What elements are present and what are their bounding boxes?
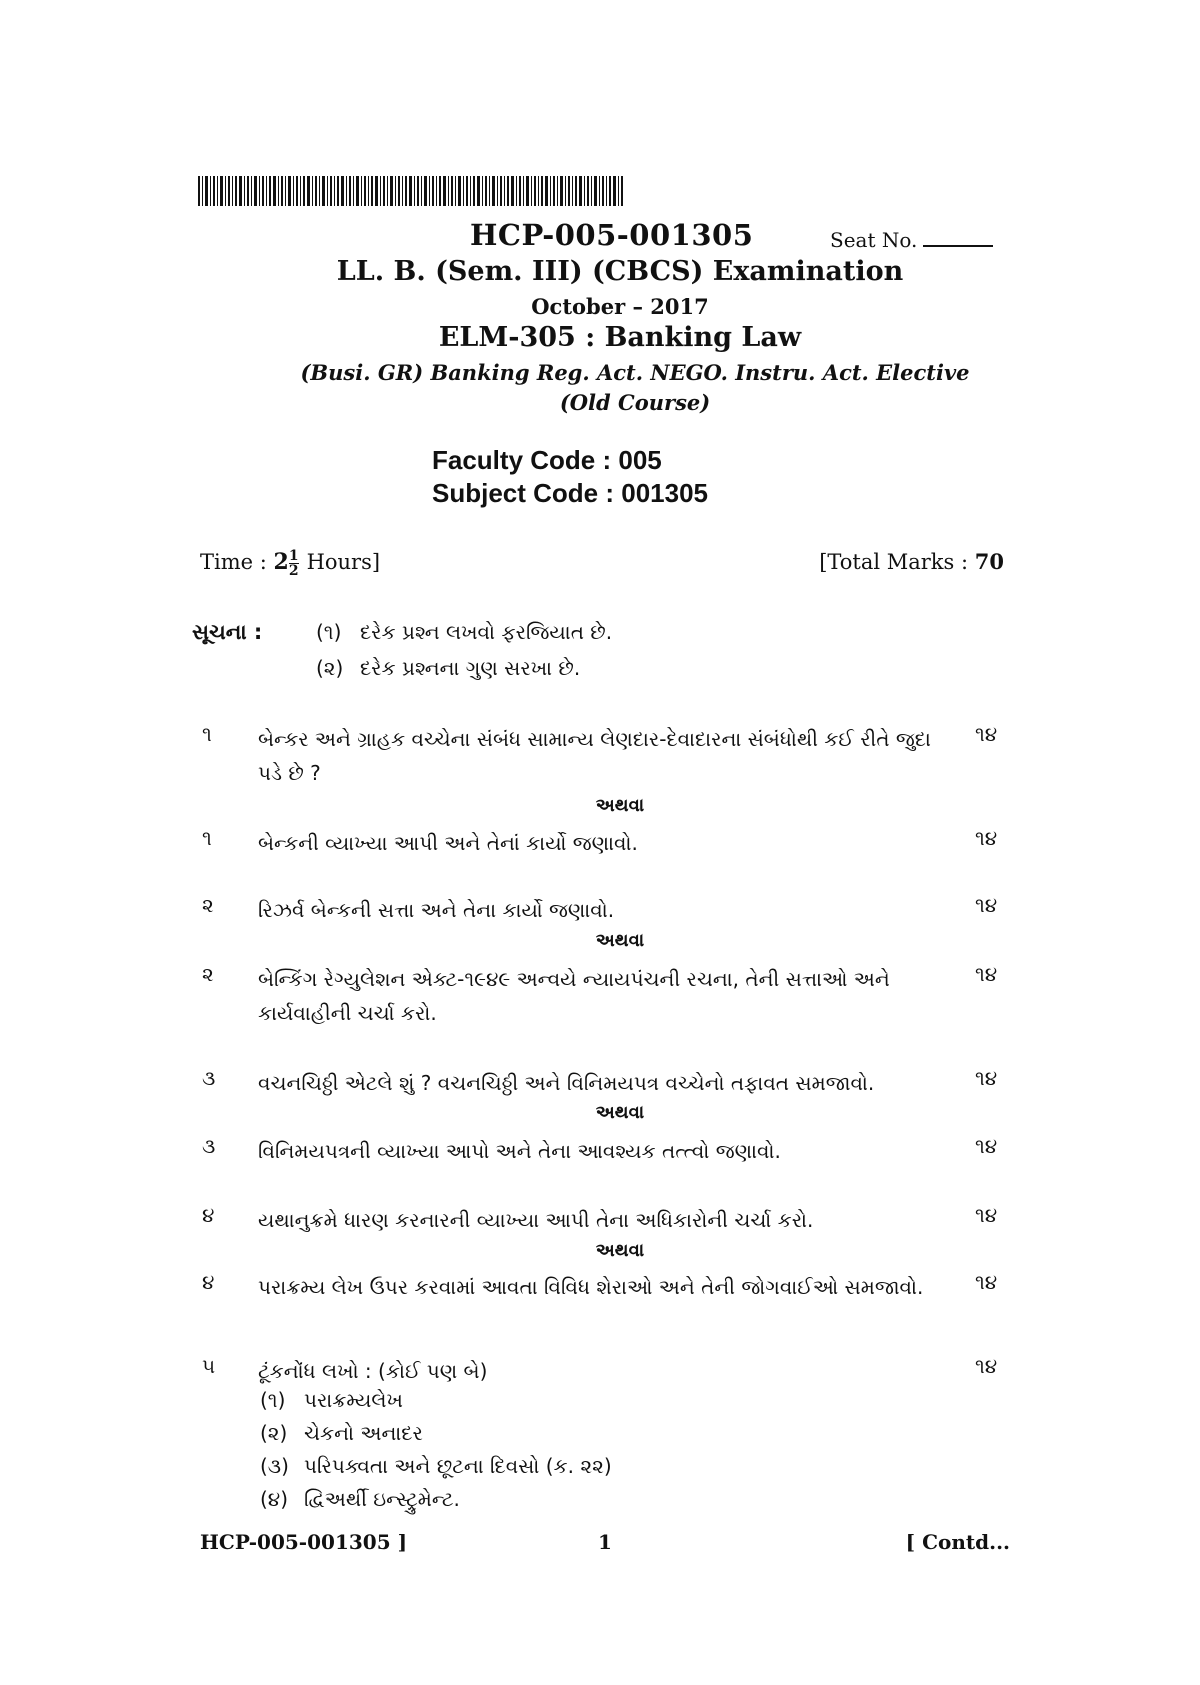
- footer-paper-code: HCP-005-001305 ]: [200, 1530, 408, 1554]
- question-number: ૩: [202, 1134, 216, 1158]
- question-text: બેન્કિંગ રેગ્યુલેશન એક્ટ-૧૯૪૯ અન્વયે ન્યાયપંચની રચના, તેની સત્તાઓ અને કાર્યવાહીની ચર્ચા કરો.: [258, 967, 890, 1025]
- course-type: (Old Course): [559, 390, 711, 415]
- or-divider: અથવા: [595, 930, 645, 951]
- question-marks: ૧૪: [975, 1134, 998, 1158]
- footer-page-number: 1: [598, 1530, 612, 1554]
- instructions-label: સૂચના :: [192, 620, 263, 644]
- time-label: Time :: [200, 550, 267, 574]
- question-text: વિનિમયપત્રની વ્યાખ્યા આપો અને તેના આવશ્યક તત્ત્વો જણાવો.: [258, 1139, 781, 1163]
- question-text: બેન્કર અને ગ્રાહક વચ્ચેના સંબંધ સામાન્ય લેણદાર-દેવાદારના સંબંધોથી કઈ રીતે જુદા પડે છે ?: [258, 727, 931, 785]
- seat-blank: [923, 245, 993, 247]
- time-allowed: [200, 549, 380, 578]
- short-note-item: (૩) પરિપક્વતા અને છૂટના દિવસો (ક. ૨૨): [260, 1454, 612, 1478]
- question-marks: ૧૪: [975, 1066, 998, 1090]
- exam-title: LL. B. (Sem. III) (CBCS) Examination: [336, 256, 904, 287]
- time-fraction: [289, 549, 299, 578]
- question-text: યથાનુક્રમે ધારણ કરનારની વ્યાખ્યા આપી તેના અધિકારોની ચર્ચા કરો.: [258, 1208, 814, 1232]
- question-marks: ૧૪: [975, 893, 998, 917]
- question-number: ૧: [202, 826, 212, 850]
- total-label: [Total Marks :: [819, 550, 969, 574]
- question-marks: ૧૪: [975, 1354, 998, 1378]
- question-marks: ૧૪: [975, 962, 998, 986]
- question-text: વચનચિઠ્ઠી એટલે શું ? વચનચિઠ્ઠી અને વિનિમયપત્ર વચ્ચેનો તફાવત સમજાવો.: [258, 1071, 875, 1095]
- or-divider: અથવા: [595, 1240, 645, 1261]
- question-number: ૨: [202, 893, 214, 917]
- subject-group: (Busi. GR) Banking Reg. Act. NEGO. Instru. Act. Elective: [300, 360, 970, 385]
- seat-label: Seat No.: [830, 228, 918, 252]
- or-divider: અથવા: [595, 1102, 645, 1123]
- total-marks: [819, 549, 1004, 574]
- seat-number: [830, 228, 993, 252]
- exam-month: October – 2017: [531, 294, 709, 319]
- question-marks: ૧૪: [975, 826, 998, 850]
- short-note-item: (૪) દ્વિઅર્થી ઇન્સ્ટ્રુમેન્ટ.: [260, 1487, 460, 1511]
- question-marks: ૧૪: [975, 722, 998, 746]
- question-number: ૩: [202, 1066, 216, 1090]
- question-text: રિઝર્વ બેન્કની સત્તા અને તેના કાર્યો જણાવો.: [258, 898, 615, 922]
- subject-code: Subject Code : 001305: [432, 478, 708, 508]
- question-number: ૨: [202, 962, 214, 986]
- barcode: [198, 176, 623, 206]
- paper-code: HCP-005-001305: [470, 218, 754, 252]
- time-unit: Hours]: [306, 550, 381, 574]
- question-text: પરાક્રમ્ય લેખ ઉપર કરવામાં આવતા વિવિધ શેરાઓ અને તેની જોગવાઈઓ સમજાવો.: [258, 1275, 924, 1299]
- question-number: ૪: [202, 1270, 215, 1294]
- short-note-item: (૨) ચેકનો અનાદર: [260, 1421, 423, 1445]
- question-number: ૪: [202, 1203, 215, 1227]
- time-numerator: 1: [288, 548, 299, 564]
- question-number: ૫: [202, 1354, 216, 1378]
- question-marks: ૧૪: [975, 1270, 998, 1294]
- question-marks: ૧૪: [975, 1203, 998, 1227]
- short-note-item: (૧) પરાક્રમ્યલેખ: [260, 1388, 403, 1412]
- footer-contd: [ Contd...: [905, 1530, 1010, 1554]
- subject-title: ELM-305 : Banking Law: [438, 322, 802, 353]
- question-text: બેન્કની વ્યાખ્યા આપી અને તેનાં કાર્યો જણાવો.: [258, 831, 638, 855]
- total-value: 70: [974, 549, 1004, 574]
- faculty-code: Faculty Code : 005: [432, 445, 662, 475]
- question-number: ૧: [202, 722, 212, 746]
- question-text: ટૂંકનોંધ લખો : (કોઈ પણ બે): [258, 1359, 488, 1383]
- instruction-item: (૧) દરેક પ્રશ્ન લખવો ફરજિયાત છે.: [316, 620, 613, 644]
- time-denominator: 2: [288, 563, 299, 579]
- or-divider: અથવા: [595, 795, 645, 816]
- instruction-item: (૨) દરેક પ્રશ્નના ગુણ સરખા છે.: [316, 656, 581, 680]
- time-whole: 2: [273, 549, 289, 575]
